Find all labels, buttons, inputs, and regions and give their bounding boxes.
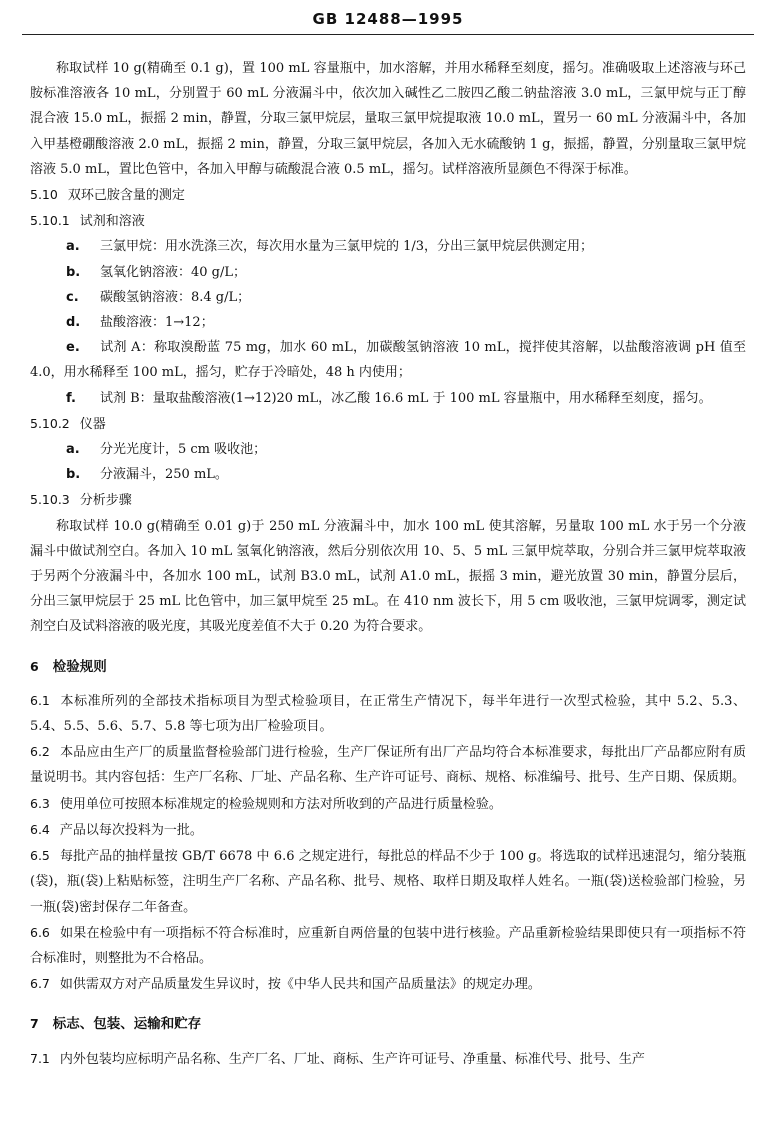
clause-number: 6.6 <box>30 924 50 940</box>
section-title: 双环己胺含量的测定 <box>67 188 185 204</box>
chapter-title: 检验规则 <box>52 658 107 675</box>
rule-6-2 <box>30 739 746 790</box>
clause-number: 6.1 <box>30 692 50 708</box>
clause-number: 6.7 <box>30 976 50 992</box>
rule-6-1 <box>30 688 746 739</box>
item-text: 氢氧化钠溶液：40 g/L； <box>100 264 247 280</box>
instrument-item-b <box>30 462 746 487</box>
reagent-item-e <box>30 335 746 385</box>
section-5-10-3-heading <box>30 487 746 513</box>
clause-text: 使用单位可按照本标准规定的检验规则和方法对所收到的产品进行质量检验。 <box>59 796 502 812</box>
clause-text: 本标准所列的全部技术指标项目为型式检验项目，在正常生产情况下，每半年进行一次型式检验，其中 5.2、5.3、5.4、5.5、5.6、5.7、5.8 等七项为出厂检验项目。 <box>30 693 746 735</box>
item-text: 碳酸氢钠溶液：8.4 g/L； <box>100 289 251 305</box>
item-label: c. <box>66 289 79 305</box>
section-title: 试剂和溶液 <box>79 214 145 230</box>
clause-number: 6.4 <box>30 821 50 837</box>
item-label: a. <box>66 442 80 458</box>
section-5-10-1-heading <box>30 208 746 234</box>
section-number: 5.10.2 <box>30 415 70 431</box>
clause-text: 如供需双方对产品质量发生异议时，按《中华人民共和国产品质量法》的规定办理。 <box>59 977 541 993</box>
reagent-item-c <box>30 285 746 310</box>
item-text: 分液漏斗，250 mL。 <box>100 467 228 483</box>
chapter-number: 6 <box>30 658 39 674</box>
item-text: 盐酸溶液：1→12； <box>100 315 214 331</box>
clause-text: 每批产品的抽样量按 GB/T 6678 中 6.6 之规定进行，每批总的样品不少于 100 g。将选取的试样迅速混匀，缩分装瓶(袋)，瓶(袋)上粘贴标签，注明生产厂名称、产品名称、批号、规格、取样日期及取样人姓名。一瓶(袋)送检验部门检验，另一瓶(袋)密封保存二年备查。 <box>30 849 746 915</box>
analysis-paragraph: 称取试样 10.0 g(精确至 0.01 g)于 250 mL 分液漏斗中，加水 100 mL 使其溶解，另量取 100 mL 水于另一个分液漏斗中做试剂空白。各加入 10 mL 氢氧化钠溶液，然后分别依次用 10、5、5 mL 三氯甲烷萃取，分别合并三氯甲烷萃取液于另两个分液漏斗中，各加水 100 mL，试剂 B3.0 mL，试剂 A1.0 mL，振摇 3 min，避光放置 30 min，静置分层后，分出三氯甲烷层于 25 mL 比色管中，加三氯甲烷至 25 mL。在 410 nm 波长下，用 5 cm 吸收池，三氯甲烷调零，测定试剂空白及试料溶液的吸光度，其吸光度差值不大于 0.20 为符合要求。 <box>30 518 746 635</box>
header-divider <box>22 34 754 35</box>
item-label: b. <box>66 467 81 483</box>
rule-6-7 <box>30 971 746 997</box>
rule-6-5 <box>30 843 746 920</box>
clause-text: 产品以每次投料为一批。 <box>59 822 203 838</box>
section-number: 5.10.3 <box>30 492 70 508</box>
instrument-item-a <box>30 437 746 462</box>
rule-6-4 <box>30 817 746 843</box>
item-text: 试剂 A：称取溴酚蓝 75 mg，加水 60 mL，加碳酸氢钠溶液 10 mL，搅拌使其溶解，以盐酸溶液调 pH 值至 4.0，用水稀释至 100 mL，摇匀，贮存于冷暗处，48 h 内使用； <box>30 340 746 381</box>
item-label: f. <box>66 390 76 406</box>
reagent-item-a <box>30 234 746 259</box>
document-body <box>30 56 746 1072</box>
chapter-6-heading <box>30 654 746 680</box>
section-5-10-heading <box>30 182 746 208</box>
section-number: 5.10.1 <box>30 213 70 229</box>
chapter-title: 标志、包装、运输和贮存 <box>52 1016 202 1033</box>
clause-number: 6.5 <box>30 848 50 864</box>
item-label: a. <box>66 239 80 255</box>
chapter-number: 7 <box>30 1016 39 1032</box>
clause-text: 内外包装均应标明产品名称、生产厂名、厂址、商标、生产许可证号、净重量、标准代号、批号、生产 <box>59 1051 645 1067</box>
clause-text: 如果在检验中有一项指标不符合标准时，应重新自两倍量的包装中进行核验。产品重新检验结果即使只有一项指标不符合标准时，则整批为不合格品。 <box>30 925 746 966</box>
clause-text: 本品应由生产厂的质量监督检验部门进行检验，生产厂保证所有出厂产品均符合本标准要求，每批出厂产品都应附有质量说明书。其内容包括：生产厂名称、厂址、产品名称、生产许可证号、商标、规格、标准编号、批号、生产日期、保质期。 <box>30 745 746 786</box>
clause-number: 6.2 <box>30 744 50 760</box>
section-title: 仪器 <box>79 416 106 432</box>
intro-paragraph: 称取试样 10 g(精确至 0.1 g)，置 100 mL 容量瓶中，加水溶解，并用水稀释至刻度，摇匀。准确吸取上述溶液与环己胺标准溶液各 10 mL，分别置于 60 mL 分液漏斗中，依次加入碱性乙二胺四乙酸二钠盐溶液 3.0 mL，三氯甲烷与正丁醇混合液 15.0 mL，振摇 2 min，静置，分取三氯甲烷层，量取三氯甲烷提取液 10.0 mL，置另一 60 mL 分液漏斗中，各加入甲基橙硼酸溶液 2.0 mL，振摇 2 min，静置，分取三氯甲烷层，各加入无水硫酸钠 1 g，振摇，静置，分别量取三氯甲烷溶液 5.0 mL，置比色管中，各加入甲醇与硫酸混合液 0.5 mL，摇匀。试样溶液所显颜色不得深于标准。 <box>30 61 746 177</box>
item-label: e. <box>66 340 80 356</box>
item-text: 试剂 B：量取盐酸溶液(1→12)20 mL，冰乙酸 16.6 mL 于 100 mL 容量瓶中，用水稀释至刻度，摇匀。 <box>100 390 712 406</box>
item-text: 分光光度计，5 cm 吸收池； <box>100 442 267 458</box>
clause-number: 7.1 <box>30 1050 50 1066</box>
item-label: b. <box>66 264 81 280</box>
reagent-item-b <box>30 260 746 285</box>
section-number: 5.10 <box>30 187 58 203</box>
item-label: d. <box>66 315 81 331</box>
clause-number: 6.3 <box>30 795 50 811</box>
document-header-code: GB 12488—1995 <box>312 10 464 28</box>
rule-6-3 <box>30 791 746 817</box>
reagent-item-d <box>30 310 746 335</box>
rule-6-6 <box>30 920 746 971</box>
reagent-item-f <box>30 386 746 411</box>
item-text: 三氯甲烷：用水洗涤三次，每次用水量为三氯甲烷的 1/3，分出三氯甲烷层供测定用； <box>100 239 594 255</box>
clause-7-1 <box>30 1046 746 1072</box>
chapter-7-heading <box>30 1011 746 1037</box>
section-5-10-2-heading <box>30 411 746 437</box>
section-title: 分析步骤 <box>79 493 132 509</box>
